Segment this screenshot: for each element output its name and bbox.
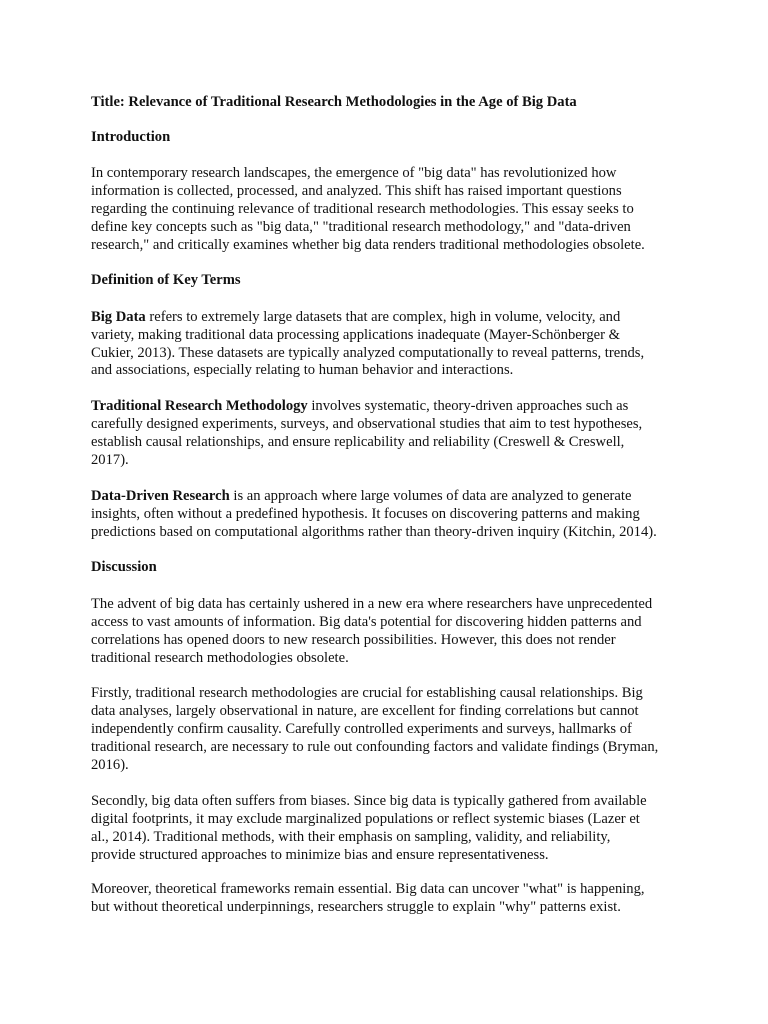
paragraph-line: access to vast amounts of information. Big data's potential for discovering hidden patterns and bbox=[91, 614, 642, 630]
traditional-methodology-term: Traditional Research Methodology bbox=[91, 398, 308, 414]
paragraph-line: information is collected, processed, and analyzed. This shift has raised important questions bbox=[91, 183, 622, 199]
paragraph-line: al., 2014). Traditional methods, with their emphasis on sampling, validity, and reliability, bbox=[91, 829, 611, 845]
paragraph-line: carefully designed experiments, surveys, and observational studies that aim to test hypotheses, bbox=[91, 416, 643, 432]
paragraph-line: and associations, especially relating to human behavior and interactions. bbox=[91, 362, 514, 378]
definition-text: involves systematic, theory-driven approaches such as bbox=[307, 398, 629, 414]
introduction-heading: Introduction bbox=[91, 129, 171, 145]
paragraph-line: 2017). bbox=[91, 452, 129, 468]
big-data-term: Big Data bbox=[91, 309, 146, 325]
paragraph-line: but without theoretical underpinnings, researchers struggle to explain "why" patterns exist. bbox=[91, 899, 621, 915]
paragraph-line: provide structured approaches to minimize bias and ensure representativeness. bbox=[91, 847, 549, 863]
paragraph-line: variety, making traditional data processing applications inadequate (Mayer-Schönberger & bbox=[91, 327, 620, 343]
paragraph-line: 2016). bbox=[91, 757, 129, 773]
paragraph-line: establish causal relationships, and ensure replicability and reliability (Creswell & Creswell, bbox=[91, 434, 625, 450]
paragraph-line: insights, often without a predefined hypothesis. It focuses on discovering patterns and making bbox=[91, 506, 640, 522]
paragraph-line bbox=[91, 309, 620, 327]
paragraph-line: traditional research methodologies obsolete. bbox=[91, 650, 349, 666]
paragraph-line: research," and critically examines whether big data renders traditional methodologies obsolete. bbox=[91, 237, 645, 253]
paragraph-line: The advent of big data has certainly ushered in a new era where researchers have unprecedented bbox=[91, 596, 653, 612]
paragraph-line: traditional research, are necessary to rule out confounding factors and validate findings (Bryman, bbox=[91, 739, 659, 755]
paragraph-line: In contemporary research landscapes, the emergence of "big data" has revolutionized how bbox=[91, 165, 617, 181]
paragraph-line: Firstly, traditional research methodologies are crucial for establishing causal relationships. Big bbox=[91, 685, 643, 701]
paragraph-line: data analyses, largely observational in nature, are excellent for finding correlations but cannot bbox=[91, 703, 639, 719]
definition-text: refers to extremely large datasets that are complex, high in volume, velocity, and bbox=[145, 309, 621, 325]
document-title: Title: Relevance of Traditional Research Methodologies in the Age of Big Data bbox=[91, 94, 577, 110]
paragraph-line: predictions based on computational algorithms rather than theory-driven inquiry (Kitchin, 2014). bbox=[91, 524, 657, 540]
definition-text: is an approach where large volumes of data are analyzed to generate bbox=[229, 488, 632, 504]
paragraph-line: Secondly, big data often suffers from biases. Since big data is typically gathered from available bbox=[91, 793, 647, 809]
paragraph-line bbox=[91, 488, 631, 506]
paragraph-line: independently confirm causality. Carefully controlled experiments and surveys, hallmarks of bbox=[91, 721, 632, 737]
paragraph-line: digital footprints, it may exclude marginalized populations or reflect systemic biases (Lazer et bbox=[91, 811, 640, 827]
data-driven-research-term: Data-Driven Research bbox=[91, 488, 230, 504]
paragraph-line: Cukier, 2013). These datasets are typically analyzed computationally to reveal patterns, trends, bbox=[91, 345, 645, 361]
paragraph-line: define key concepts such as "big data," "traditional research methodology," and "data-driven bbox=[91, 219, 631, 235]
paragraph-line: Moreover, theoretical frameworks remain essential. Big data can uncover "what" is happening, bbox=[91, 881, 645, 897]
paragraph-line: regarding the continuing relevance of traditional research methodologies. This essay seeks to bbox=[91, 201, 634, 217]
definitions-heading: Definition of Key Terms bbox=[91, 272, 241, 288]
discussion-heading: Discussion bbox=[91, 559, 157, 575]
paragraph-line bbox=[91, 398, 628, 416]
paragraph-line: correlations has opened doors to new research possibilities. However, this does not render bbox=[91, 632, 616, 648]
